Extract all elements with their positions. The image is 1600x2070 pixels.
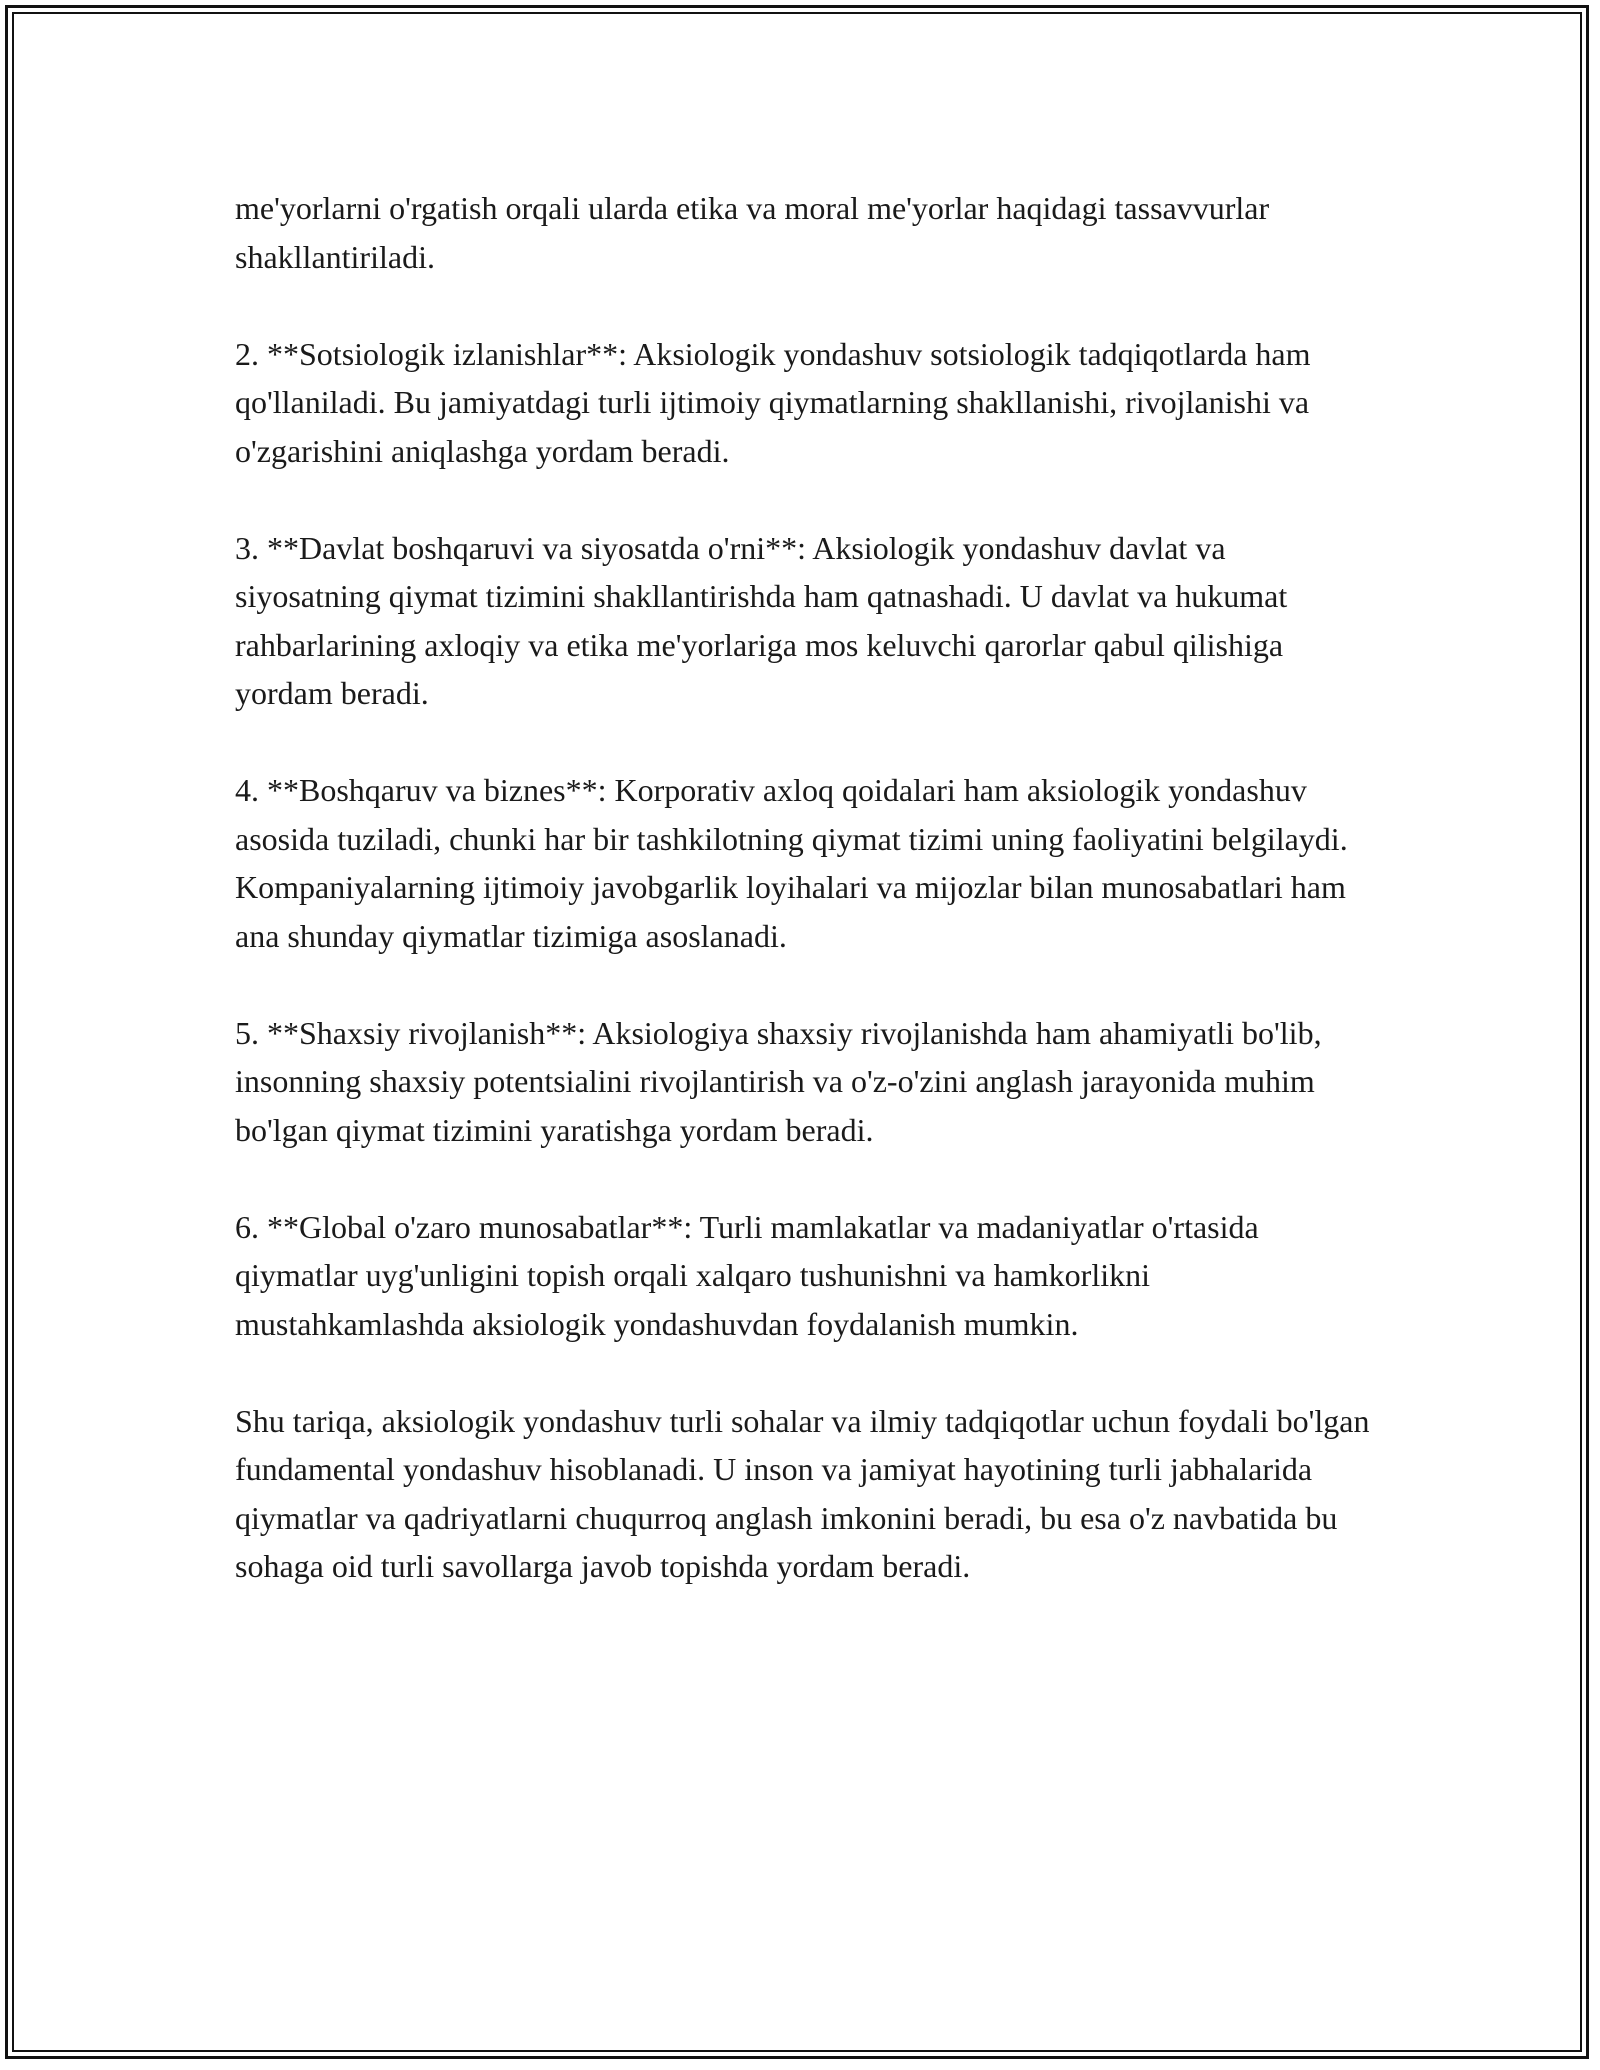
paragraph-item-3: 3. **Davlat boshqaruvi va siyosatda o'rni**: Aksiologik yondashuv davlat va siyosatning qiymat tizimini shakllantirishda ham qatnashadi. U davlat va hukumat rahbarlarining axloqiy va etika me'yorlariga mos keluvchi qarorlar qabul qilishiga yordam beradi. <box>235 529 1288 711</box>
paragraph-item-4: 4. **Boshqaruv va biznes**: Korporativ axloq qoidalari ham aksiologik yondashuv asosida tuziladi, chunki har bir tashkilotning qiymat tizimi uning faoliyatini belgilaydi. Kompaniyalarning ijtimoiy javobgarlik loyihalari va mijozlar bilan munosabatlari ham ana shunday qiymatlar tizimiga asoslanadi. <box>235 772 1348 954</box>
paragraph-item-6: 6. **Global o'zaro munosabatlar**: Turli mamlakatlar va madaniyatlar o'rtasida qiymatlar uyg'unligini topish orqali xalqaro tushunishni va hamkorlikni mustahkamlashda aksiologik yondashuvdan foydalanish mumkin. <box>235 1208 1259 1342</box>
paragraph-conclusion: Shu tariqa, aksiologik yondashuv turli sohalar va ilmiy tadqiqotlar uchun foydali bo'lgan fundamental yondashuv hisoblanadi. U inson va jamiyat hayotining turli jabhalarida qiymatlar va qadriyatlarni chuqurroq anglash imkonini beradi, bu esa o'z navbatida bu sohaga oid turli savollarga javob topishda yordam beradi. <box>235 1402 1370 1584</box>
document-body <box>235 184 1375 1639</box>
paragraph-item-2: 2. **Sotsiologik izlanishlar**: Aksiologik yondashuv sotsiologik tadqiqotlarda ham qo'llaniladi. Bu jamiyatdagi turli ijtimoiy qiymatlarning shakllanishi, rivojlanishi va o'zgarishini aniqlashga yordam beradi. <box>235 335 1311 469</box>
paragraph-intro-continuation: me'yorlarni o'rgatish orqali ularda etika va moral me'yorlar haqidagi tassavvurlar shakllantiriladi. <box>235 190 1270 275</box>
paragraph-item-5: 5. **Shaxsiy rivojlanish**: Aksiologiya shaxsiy rivojlanishda ham ahamiyatli bo'lib, insonning shaxsiy potentsialini rivojlantirish va o'z-o'zini anglash jarayonida muhim bo'lgan qiymat tizimini yaratishga yordam beradi. <box>235 1014 1322 1148</box>
